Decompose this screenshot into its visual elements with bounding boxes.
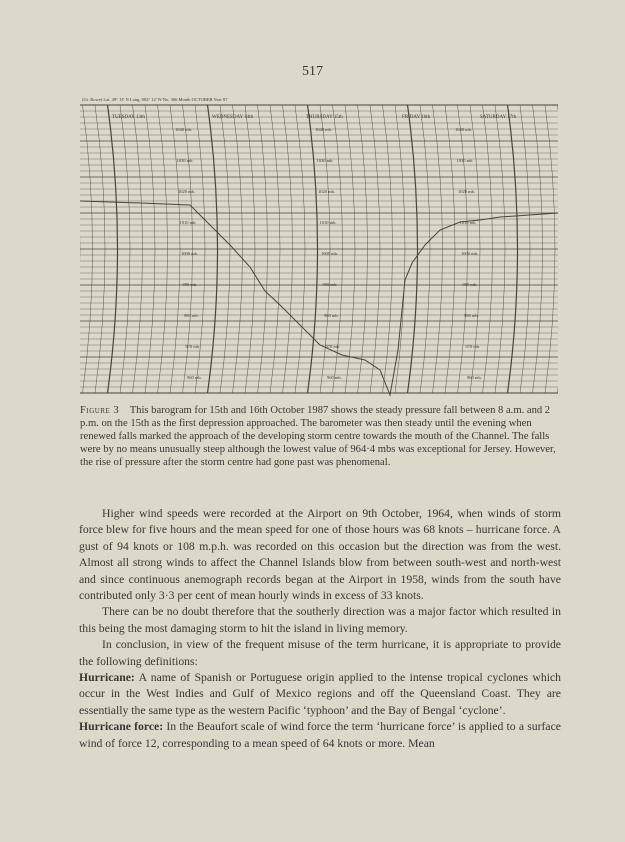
pressure-trace: [80, 201, 558, 395]
pressure-label: 970 mb.: [465, 344, 481, 349]
figure-caption-text: This barogram for 15th and 16th October 1987 shows the steady pressure fall between 8 a.m. and 2 p.m. on the 15th as the first depression approached. The barometer was then steady until the evening when renewed falls marked the approach of the developing storm centre towards the mouth of the Channel. The falls were by no means unusually steep although the lowest value of 964·4 mbs was exceptional for Jersey. However, the rise of pressure after the storm centre had gone past was phenomenal.: [80, 405, 556, 468]
pressure-label: 980 mb.: [324, 313, 339, 318]
definition-text: A name of Spanish or Portuguese origin applied to the intense tropical cyclones which occur in the West Indies and Gulf of Mexico regions and off the Queensland Coast. They are essentially the same type as the western Pacific ‘typhoon’ and the Bay of Bengal ‘cyclone’.: [79, 671, 561, 717]
pressure-label: 990 mb.: [462, 282, 478, 287]
pressure-label: 960 mb.: [327, 375, 342, 380]
paragraph-2: There can be no doubt therefore that the southerly direction was a major factor which resulted in this being the most damaging storm to hit the island in living memory.: [79, 605, 561, 635]
day-label: FRIDAY 16th: [402, 115, 431, 120]
pressure-label: 1040 mb.: [315, 127, 333, 132]
pressure-label: 1020 mb.: [318, 189, 336, 194]
pressure-label: 1020 mb.: [178, 189, 196, 194]
paragraph-1: Higher wind speeds were recorded at the Airport on 9th October, 1964, when winds of storm force blew for five hours and the mean speed for one of those hours was 68 knots – hurricane force. A gust of 94 knots or 108 m.p.h. was recorded on this occasion but the direction was from the west. Almost all strong winds to affect the Channel Islands blow from between south-west and north-west and since continuous anemograph records began at the Airport in 1958, winds from the south have contributed only 3·3 per cent of mean hourly winds in excess of 33 knots.: [79, 507, 561, 603]
figure-caption: [80, 404, 560, 469]
definition-term: Hurricane:: [79, 671, 135, 685]
day-label: THURSDAY 15th: [306, 115, 343, 120]
definition-hurricane: [79, 670, 561, 719]
figure-label: Figure 3: [80, 405, 120, 416]
pressure-label: 1000 mb.: [461, 251, 479, 256]
pressure-label: 970 mb.: [185, 344, 201, 349]
page-number: 517: [302, 64, 323, 79]
pressure-label: 1000 mb.: [321, 251, 339, 256]
pressure-label: 990 mb.: [182, 282, 198, 287]
pressure-label: 960 mb.: [467, 375, 482, 380]
day-label: SATURDAY 17th: [480, 115, 517, 120]
pressure-label: 980 mb.: [464, 313, 479, 318]
definition-term: Hurricane force:: [79, 720, 164, 734]
pressure-label: 970 mb.: [325, 344, 341, 349]
barogram-header: (Gt. Rowe) Lat. 49° 13' N Long. 002° 12' W No. 306 Month OCTOBER Year 87: [82, 97, 228, 102]
day-label: TUESDAY 13th: [112, 115, 145, 120]
body-text: [79, 506, 561, 752]
pressure-label: 1040 mb.: [455, 127, 473, 132]
pressure-label: 1030 mb.: [176, 158, 194, 163]
day-labels: [112, 115, 517, 120]
pressure-label: 960 mb.: [187, 375, 202, 380]
barogram-grid: [80, 105, 558, 393]
definition-text: In the Beaufort scale of wind force the term ‘hurricane force’ is applied to a surface wind of force 12, corresponding to a mean speed of 64 knots or more. Mean: [79, 720, 561, 750]
definition-hurricane-force: [79, 719, 561, 752]
pressure-label: 1010 mb.: [179, 220, 197, 225]
pressure-label: 1000 mb.: [181, 251, 199, 256]
pressure-label: 1010 mb.: [459, 220, 477, 225]
pressure-label: 990 mb.: [322, 282, 338, 287]
pressure-label: 1030 mb.: [456, 158, 474, 163]
day-label: WEDNESDAY 14th: [212, 115, 254, 120]
barogram-chart: [80, 95, 558, 403]
pressure-label: 1010 mb.: [319, 220, 337, 225]
pressure-label: 1040 mb.: [175, 127, 193, 132]
pressure-label: 980 mb.: [184, 313, 199, 318]
paragraph-3: In conclusion, in view of the frequent misuse of the term hurricane, it is appropriate to provide the following definitions:: [79, 638, 561, 668]
pressure-label: 1030 mb.: [316, 158, 334, 163]
pressure-label: 1020 mb.: [458, 189, 476, 194]
